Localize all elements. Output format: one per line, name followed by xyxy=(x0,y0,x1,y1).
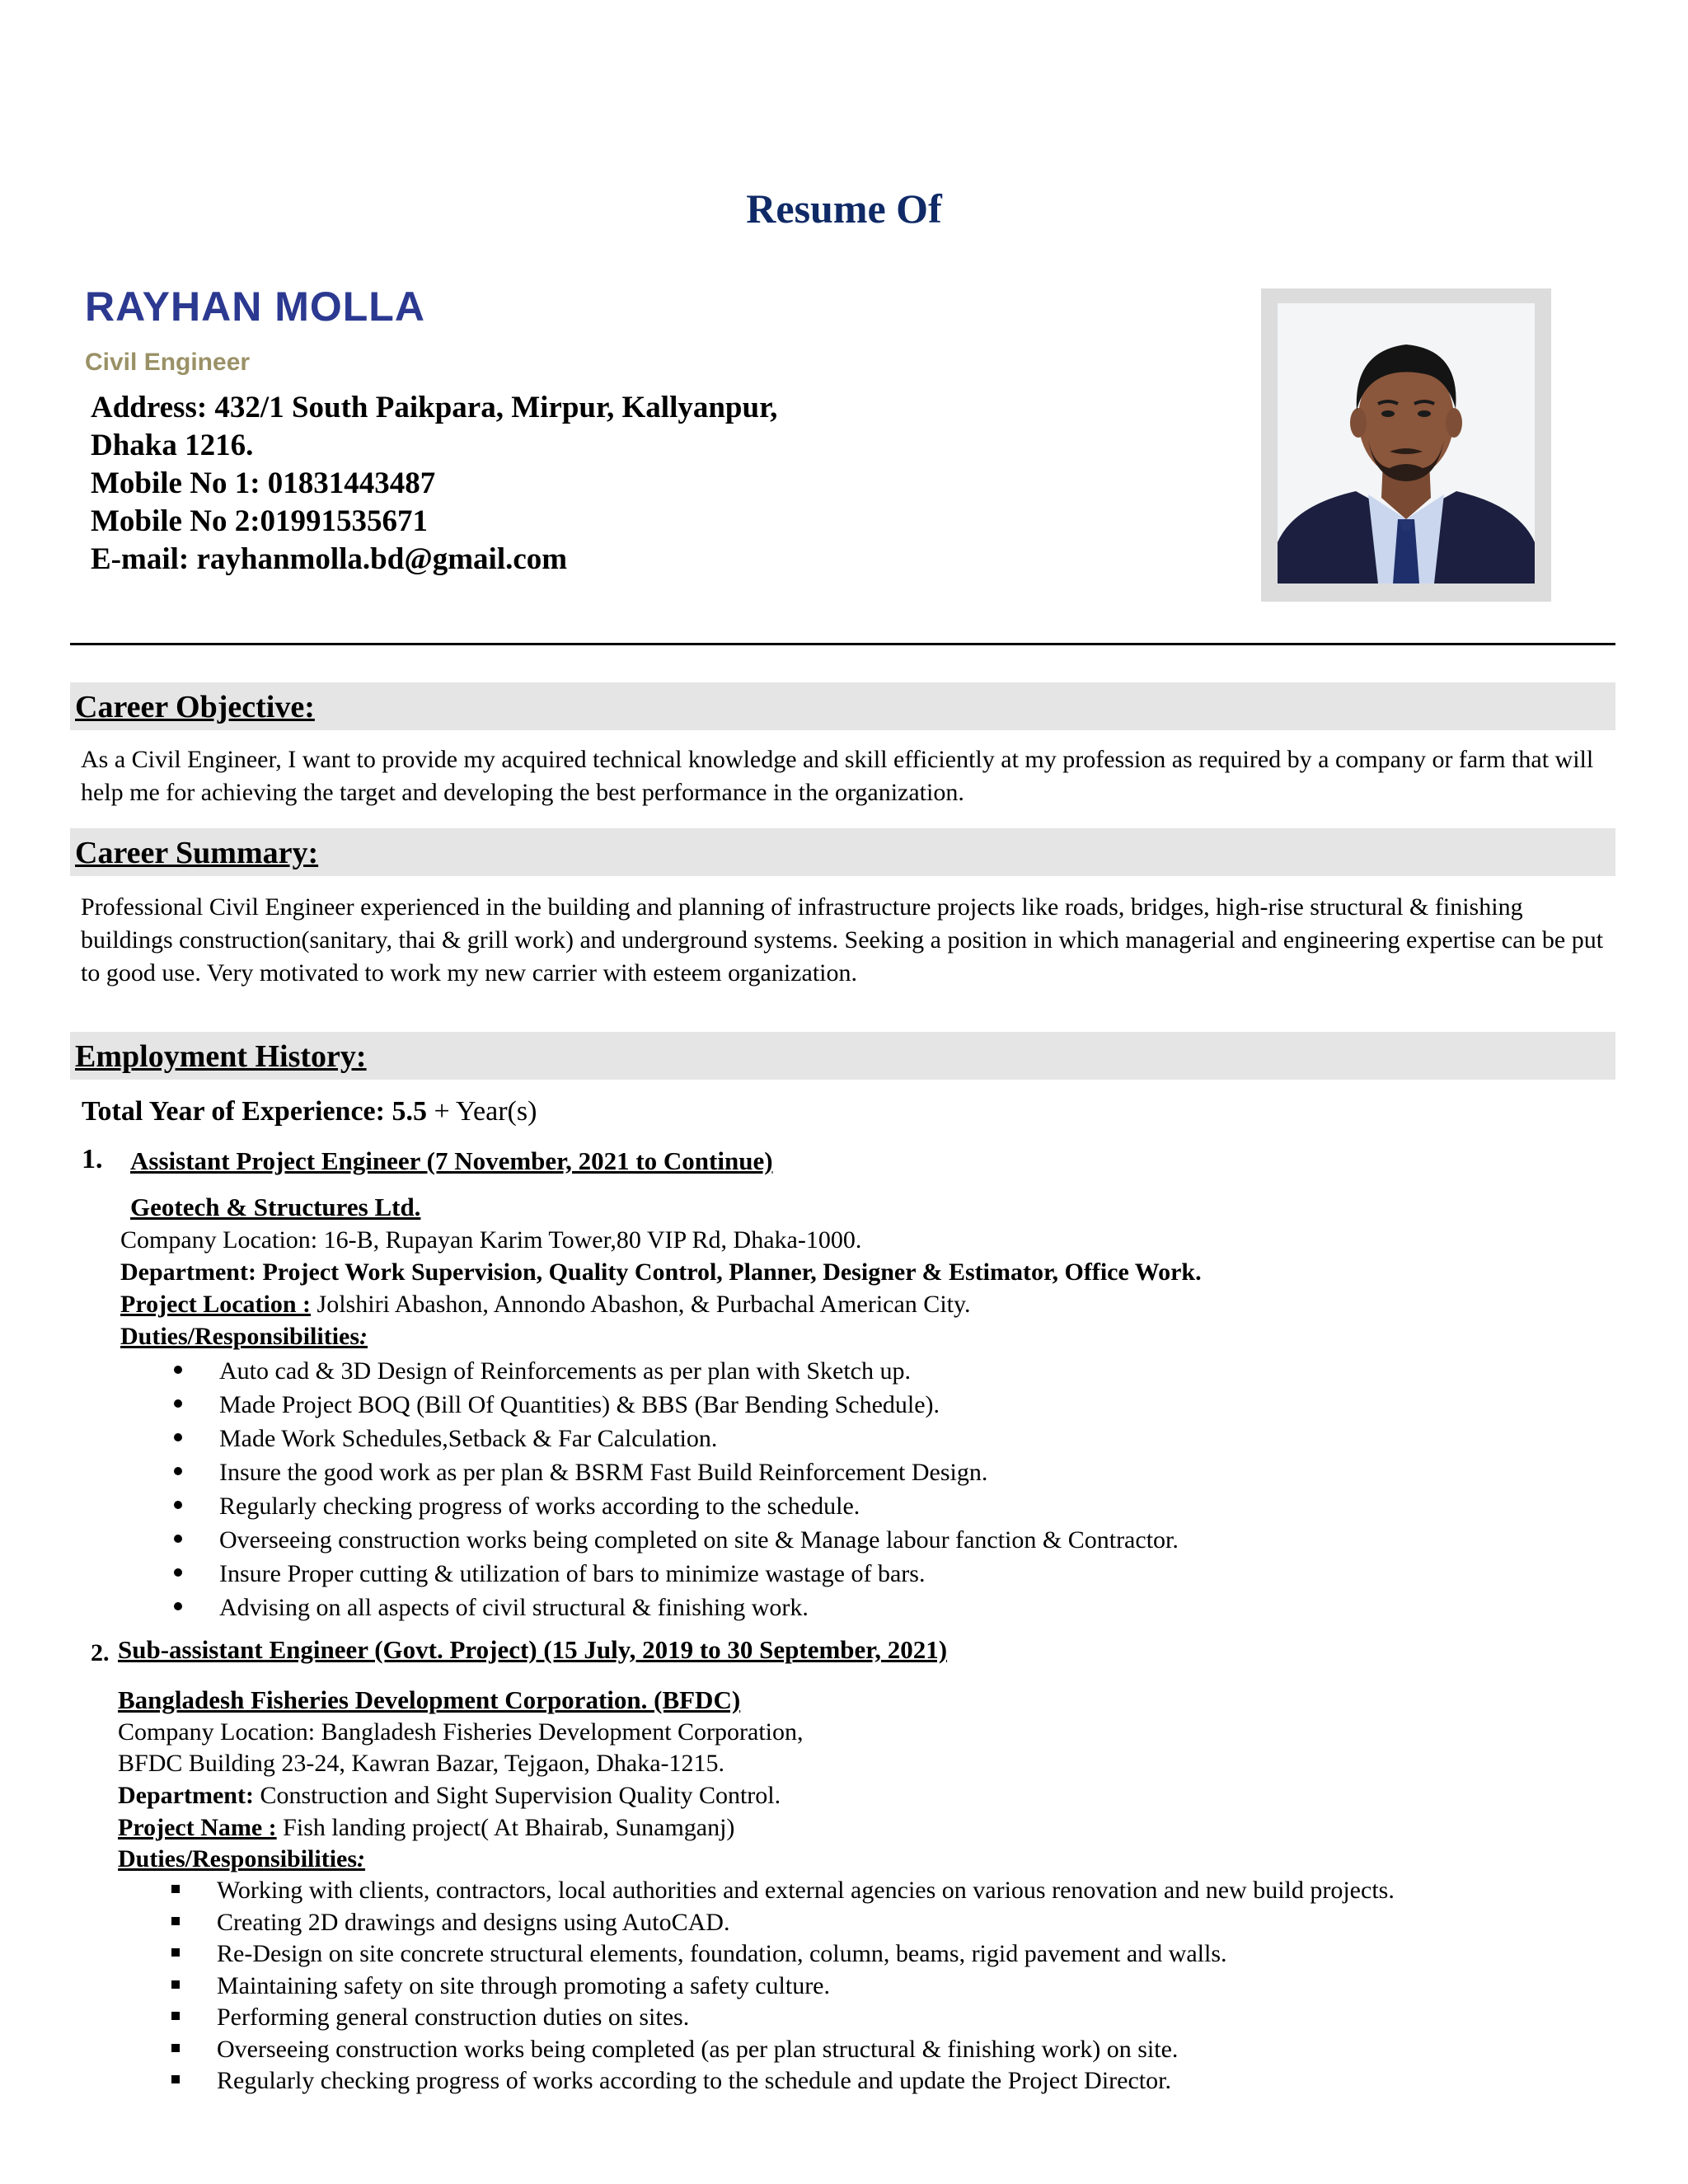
list-item: Auto cad & 3D Design of Reinforcements as per plan with Sketch up. xyxy=(219,1354,1179,1388)
page-title: Resume Of xyxy=(746,185,942,232)
candidate-role: Civil Engineer xyxy=(85,349,251,376)
job-title: Assistant Project Engineer (7 November, 2021 to Continue) xyxy=(130,1146,773,1175)
list-item: Made Project BOQ (Bill Of Quantities) & BBS (Bar Bending Schedule). xyxy=(219,1388,1179,1422)
project-label: Project Name : xyxy=(118,1814,277,1841)
job-company: Geotech & Structures Ltd. xyxy=(130,1193,421,1221)
list-item: Insure Proper cutting & utilization of bars to minimize wastage of bars. xyxy=(219,1557,1179,1591)
list-item: Regularly checking progress of works according to the schedule and update the Project Director. xyxy=(217,2065,1395,2097)
mobile-1: Mobile No 1: 01831443487 xyxy=(91,466,436,500)
total-experience-value: 5.5 xyxy=(392,1096,427,1127)
job-location: Company Location: 16-B, Rupayan Karim Tower,80 VIP Rd, Dhaka-1000. xyxy=(120,1226,862,1254)
candidate-name: RAYHAN MOLLA xyxy=(85,284,425,330)
duties-label: Duties/Responsibilities xyxy=(118,1845,358,1872)
list-item: Overseeing construction works being completed (as per plan structural & finishing work) on site. xyxy=(217,2034,1395,2066)
profile-photo-frame xyxy=(1261,288,1551,602)
career-objective-text: As a Civil Engineer, I want to provide my acquired technical knowledge and skill efficiently at my profession as required by a company or farm that will help me for achieving the target and developing the best performance in the organization. xyxy=(81,746,1594,806)
address-line-2: Dhaka 1216. xyxy=(91,429,254,462)
section-career-objective xyxy=(70,682,1615,730)
job-number: 1. xyxy=(82,1144,103,1174)
project-value: Jolshiri Abashon, Annondo Abashon, & Purbachal American City. xyxy=(311,1291,971,1318)
list-item: Insure the good work as per plan & BSRM Fast Build Reinforcement Design. xyxy=(219,1455,1179,1489)
project-value: Fish landing project( At Bhairab, Sunamganj) xyxy=(276,1814,735,1841)
portrait-illustration-icon xyxy=(1278,303,1535,583)
profile-photo xyxy=(1278,303,1535,583)
duties-heading: Duties/Responsibilities: xyxy=(120,1323,368,1350)
list-item: Made Work Schedules,Setback & Far Calculation. xyxy=(219,1422,1179,1455)
total-experience-suffix: + Year(s) xyxy=(426,1096,537,1127)
project-label: Project Location : xyxy=(120,1291,312,1318)
job-location-2: BFDC Building 23-24, Kawran Bazar, Tejgaon, Dhaka-1215. xyxy=(118,1750,725,1777)
job-project xyxy=(118,1812,734,1844)
department-label: Department: xyxy=(118,1782,254,1809)
job-location-1: Company Location: Bangladesh Fisheries Development Corporation, xyxy=(118,1718,804,1746)
list-item: Performing general construction duties on sites. xyxy=(217,2002,1395,2034)
career-summary-text: Professional Civil Engineer experienced in the building and planning of infrastructure projects like roads, bridges, high-rise structural & finishing buildings construction(sanitary, thai & grill work) and underground systems. Seeking a position in which managerial and engineering expertise can be put to good use. Very motivated to work my new carrier with esteem organization. xyxy=(81,893,1604,987)
list-item: Regularly checking progress of works according to the schedule. xyxy=(219,1489,1179,1523)
section-employment-history xyxy=(70,1032,1615,1080)
job-department: Department: Project Work Supervision, Quality Control, Planner, Designer & Estimator, Office Work. xyxy=(120,1258,1202,1286)
header-divider xyxy=(70,643,1615,645)
job-1-duties-list xyxy=(219,1354,1179,1624)
list-item: Advising on all aspects of civil structural & finishing work. xyxy=(219,1591,1179,1624)
job-number: 2. xyxy=(91,1639,110,1666)
duties-heading: Duties/Responsibilities: xyxy=(118,1845,366,1872)
section-heading: Employment History: xyxy=(75,1039,367,1074)
list-item: Working with clients, contractors, local authorities and external agencies on various renovation and new build projects. xyxy=(217,1875,1395,1907)
job-title: Sub-assistant Engineer (Govt. Project) (15 July, 2019 to 30 September, 2021) xyxy=(118,1635,948,1664)
total-experience-label: Total Year of Experience: xyxy=(82,1096,392,1127)
duties-label: Duties/Responsibilities xyxy=(120,1323,360,1350)
list-item: Maintaining safety on site through promoting a safety culture. xyxy=(217,1971,1395,2003)
section-heading: Career Summary: xyxy=(75,836,319,870)
mobile-2: Mobile No 2:01991535671 xyxy=(91,504,429,538)
section-heading: Career Objective: xyxy=(75,690,315,724)
list-item: Creating 2D drawings and designs using AutoCAD. xyxy=(217,1907,1395,1939)
job-project xyxy=(120,1289,971,1320)
department-value: Construction and Sight Supervision Quality Control. xyxy=(253,1782,781,1809)
list-item: Re-Design on site concrete structural elements, foundation, column, beams, rigid pavement and walls. xyxy=(217,1938,1395,1971)
section-career-summary xyxy=(70,828,1615,876)
email: E-mail: rayhanmolla.bd@gmail.com xyxy=(91,542,568,576)
list-item: Overseeing construction works being completed on site & Manage labour fanction & Contractor. xyxy=(219,1523,1179,1557)
address-line-1: Address: 432/1 South Paikpara, Mirpur, Kallyanpur, xyxy=(91,391,778,424)
job-2-duties-list xyxy=(217,1875,1395,2097)
job-company: Bangladesh Fisheries Development Corporation. (BFDC) xyxy=(118,1685,741,1714)
total-experience xyxy=(82,1096,537,1127)
job-department xyxy=(118,1780,781,1811)
